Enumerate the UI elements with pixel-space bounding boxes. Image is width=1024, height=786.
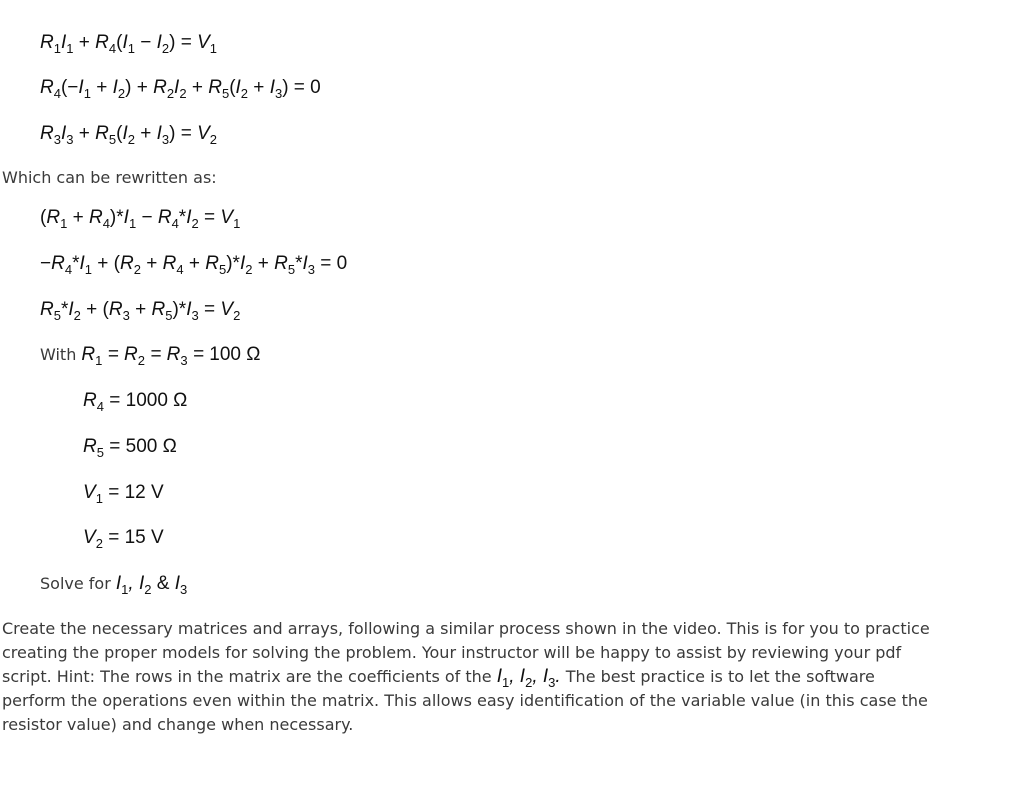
instructions-line-3-prefix: script. Hint: The rows in the matrix are the coefficients of the (2, 667, 492, 686)
rewrite-label: Which can be rewritten as: (2, 168, 217, 187)
given-r5: $R_5 = 500$ Ω (83, 436, 177, 460)
given-r1-r2-r3: With $R_1 = R_2 = R_3 = 100$ Ω (40, 344, 261, 368)
solve-prefix: Solve for (40, 574, 111, 593)
instructions-paragraph (2, 617, 1018, 737)
with-label: With (40, 345, 77, 364)
instructions-line-1: Create the necessary matrices and arrays, following a similar process shown in the video. This is for you to practice (2, 619, 930, 638)
v1-value: 12 V (124, 482, 164, 503)
instructions-line-5: resistor value) and change when necessary. (2, 715, 354, 734)
instructions-line-4: perform the operations even within the matrix. This allows easy identification of the variable value (in this case the (2, 691, 928, 710)
r5-value: 500 Ω (125, 436, 177, 457)
equation-rewritten-2: $-R_4*I_1 + (R_2 + R_4 + R_5)*I_2 + R_5*I_3 = 0$ (40, 253, 348, 277)
r123-value: 100 Ω (209, 344, 261, 365)
given-v2: $V_2 = 15$ V (83, 527, 164, 551)
instructions-line-3: script. Hint: The rows in the matrix are the coefficients of the $I_1$, $I_2$, $I_3$. The best practice is to let the software (2, 666, 875, 690)
equation-kvl-2: $R_4(-I_1 + I_2) + R_2I_2 + R_5(I_2 + I_3) = 0$ (40, 77, 321, 101)
instructions-line-3-suffix: The best practice is to let the software (565, 667, 875, 686)
equation-rewritten-1: $(R_1 + R_4)*I_1 - R_4*I_2 = V_1$ (40, 207, 241, 231)
r4-value: 1000 Ω (125, 390, 188, 411)
solve-for: Solve for $I_1$, $I_2$ & $I_3$ (40, 573, 188, 597)
solve-amp: & (156, 573, 170, 594)
given-r4: $R_4 = 1000$ Ω (83, 390, 188, 414)
instructions-line-2: creating the proper models for solving the problem. Your instructor will be happy to assist by reviewing your pdf (2, 643, 902, 662)
v2-value: 15 V (124, 527, 164, 548)
equation-kvl-1: $R_1I_1 + R_4(I_1 - I_2) = V_1$ (40, 32, 218, 56)
equation-kvl-3: $R_3I_3 + R_5(I_2 + I_3) = V_2$ (40, 123, 218, 147)
given-v1: $V_1 = 12$ V (83, 482, 164, 506)
equation-rewritten-3: $R_5*I_2 + (R_3 + R_5)*I_3 = V_2$ (40, 299, 241, 323)
